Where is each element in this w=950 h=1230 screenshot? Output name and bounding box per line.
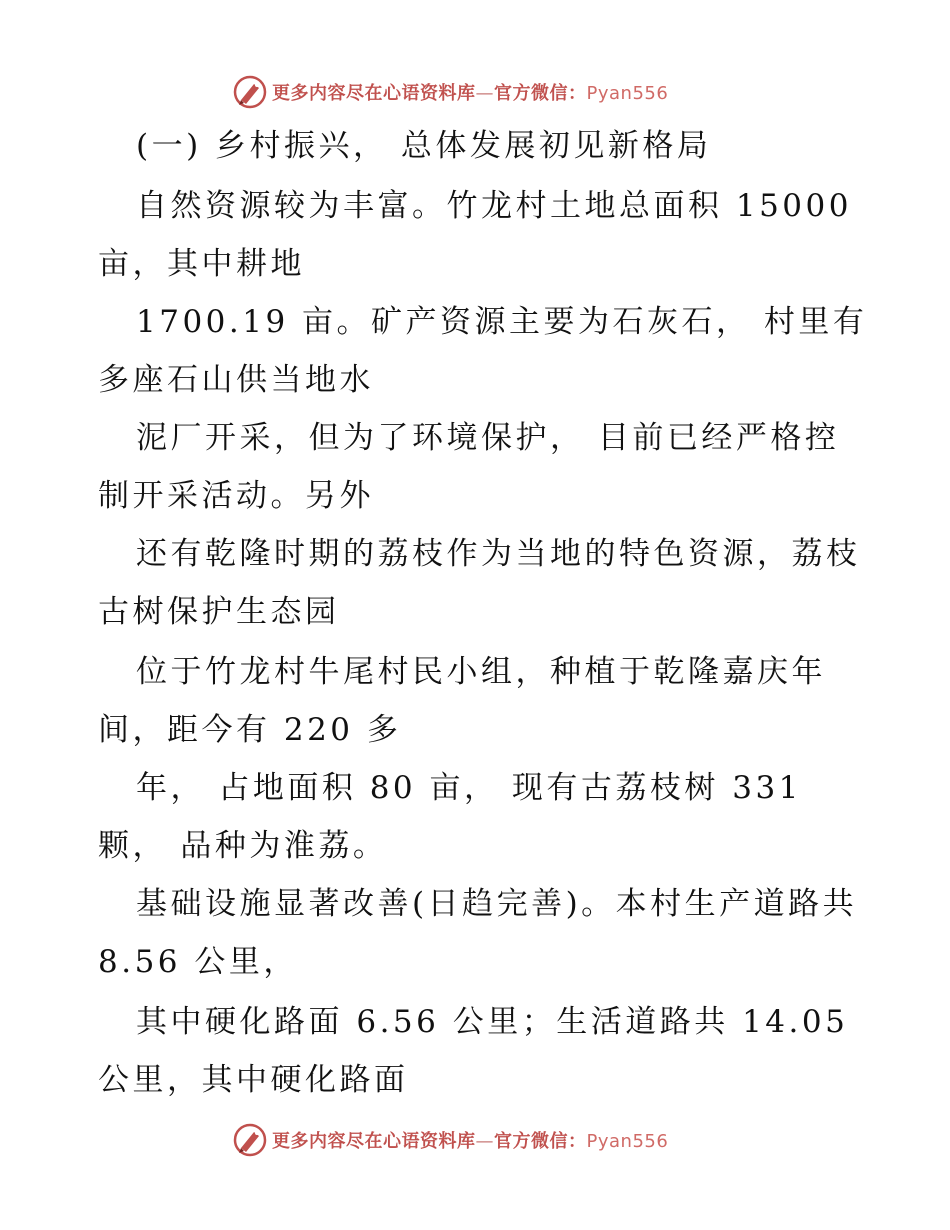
watermark-account: Pyan556 [586,83,669,104]
paragraph-line: 公里，其中硬化路面 [98,1062,409,1098]
paragraph-line: 8.56 公里， [98,944,298,980]
header-watermark [232,72,668,112]
paragraph-line: 还有乾隆时期的荔枝作为当地的特色资源，荔枝 [136,536,861,572]
paragraph-line: 年， 占地面积 80 亩， 现有古荔枝树 331 [136,770,802,806]
watermark-account: Pyan556 [586,1131,669,1152]
watermark-main-text: 更多内容尽在心语资料库 [272,1131,476,1152]
pen-logo-icon [232,74,268,110]
paragraph-line: 亩，其中耕地 [98,246,305,282]
paragraph-line: 古树保护生态园 [98,594,340,630]
paragraph-line: 基础设施显著改善(日趋完善)。本村生产道路共 [136,886,858,922]
paragraph-line: 其中硬化路面 6.56 公里；生活道路共 14.05 [136,1004,849,1040]
paragraph-line: 位于竹龙村牛尾村民小组，种植于乾隆嘉庆年 [136,654,826,690]
paragraph-line: 颗， 品种为淮荔。 [98,828,388,864]
paragraph-line: 制开采活动。另外 [98,478,374,514]
paragraph-line: 1700.19 亩。矿产资源主要为石灰石， 村里有 [136,304,868,340]
paragraph-line: 泥厂开采，但为了环境保护， 目前已经严格控 [136,420,840,456]
watermark-separator: — [475,83,494,104]
paragraph-line: 间，距今有 220 多 [98,712,402,748]
footer-watermark [232,1120,668,1160]
watermark-main-text: 更多内容尽在心语资料库 [272,83,476,104]
watermark-tag: 官方微信： [494,1131,587,1152]
watermark-tag: 官方微信： [494,83,587,104]
paragraph-line: 多座石山供当地水 [98,362,374,398]
watermark-separator: — [475,1131,494,1152]
paragraph-line: 自然资源较为丰富。竹龙村土地总面积 15000 [136,188,852,224]
pen-logo-icon [232,1122,268,1158]
section-heading: (一) 乡村振兴， 总体发展初见新格局 [136,128,712,164]
